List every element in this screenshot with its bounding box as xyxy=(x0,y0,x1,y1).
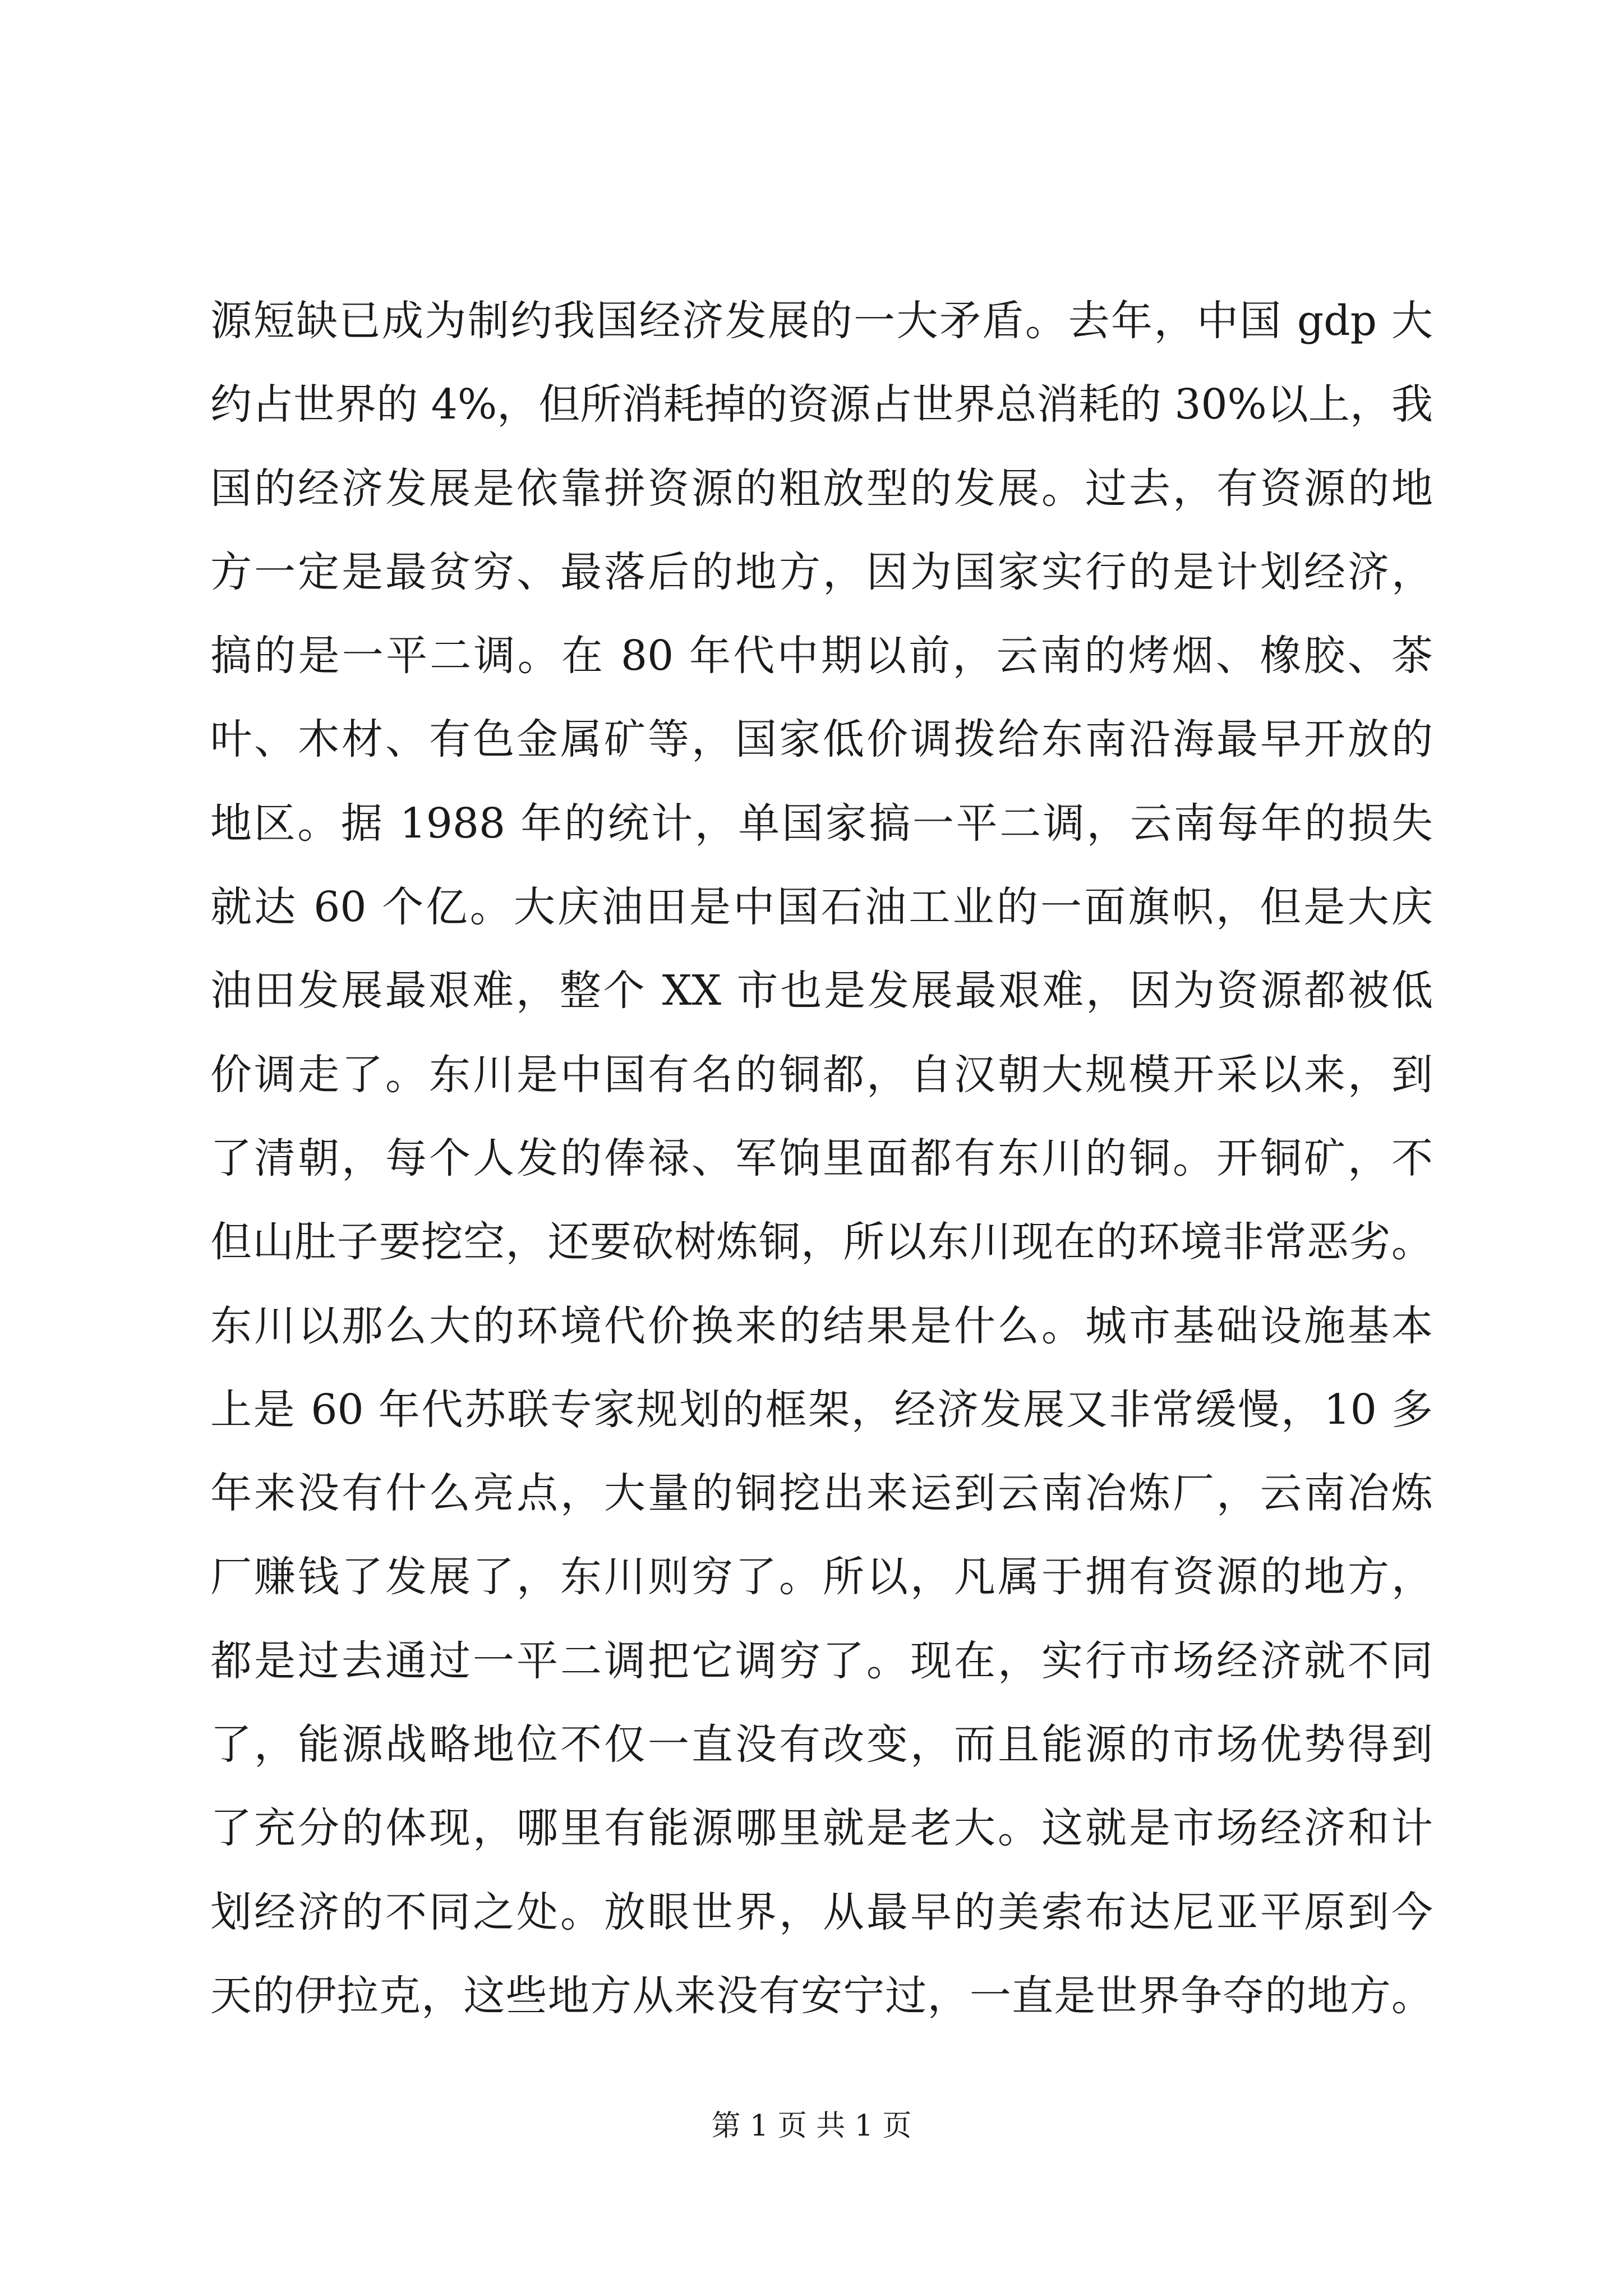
text-line: 源短缺已成为制约我国经济发展的一大矛盾。去年，中国 gdp 大 xyxy=(210,297,1433,345)
text-line: 厂赚钱了发展了，东川则穷了。所以，凡属于拥有资源的地方， xyxy=(210,1553,1433,1602)
text-line: 方一定是最贫穷、最落后的地方，因为国家实行的是计划经济， xyxy=(210,547,1433,596)
page-footer: 第 1 页 共 1 页 xyxy=(711,2109,912,2143)
text-line: 了，能源战略地位不仅一直没有改变，而且能源的市场优势得到 xyxy=(210,1720,1433,1769)
text-line: 都是过去通过一平二调把它调穷了。现在，实行市场经济就不同 xyxy=(210,1636,1433,1685)
text-line: 就达 60 个亿。大庆油田是中国石油工业的一面旗帜，但是大庆 xyxy=(210,883,1433,932)
text-line: 地区。据 1988 年的统计，单国家搞一平二调，云南每年的损失 xyxy=(210,799,1433,848)
text-line: 天的伊拉克，这些地方从来没有安宁过，一直是世界争夺的地方。 xyxy=(210,1971,1433,2020)
text-line: 但山肚子要挖空，还要砍树炼铜，所以东川现在的环境非常恶劣。 xyxy=(210,1218,1433,1267)
body-paragraph xyxy=(210,279,1433,2038)
text-line: 叶、木材、有色金属矿等，国家低价调拨给东南沿海最早开放的 xyxy=(210,715,1433,764)
text-line: 了清朝，每个人发的俸禄、军饷里面都有东川的铜。开铜矿，不 xyxy=(210,1134,1433,1182)
text-line: 上是 60 年代苏联专家规划的框架，经济发展又非常缓慢，10 多 xyxy=(210,1385,1433,1434)
text-line: 约占世界的 4%，但所消耗掉的资源占世界总消耗的 30%以上，我 xyxy=(210,380,1433,429)
text-line: 划经济的不同之处。放眼世界，从最早的美索布达尼亚平原到今 xyxy=(210,1888,1433,1936)
text-line: 国的经济发展是依靠拼资源的粗放型的发展。过去，有资源的地 xyxy=(210,464,1433,513)
text-line: 搞的是一平二调。在 80 年代中期以前，云南的烤烟、橡胶、茶 xyxy=(210,632,1433,680)
text-line: 东川以那么大的环境代价换来的结果是什么。城市基础设施基本 xyxy=(210,1301,1433,1350)
text-line: 年来没有什么亮点，大量的铜挖出来运到云南冶炼厂，云南冶炼 xyxy=(210,1469,1433,1518)
text-line: 了充分的体现，哪里有能源哪里就是老大。这就是市场经济和计 xyxy=(210,1804,1433,1853)
text-line: 油田发展最艰难，整个 XX 市也是发展最艰难，因为资源都被低 xyxy=(210,967,1433,1015)
text-line: 价调走了。东川是中国有名的铜都，自汉朝大规模开采以来，到 xyxy=(210,1050,1433,1099)
